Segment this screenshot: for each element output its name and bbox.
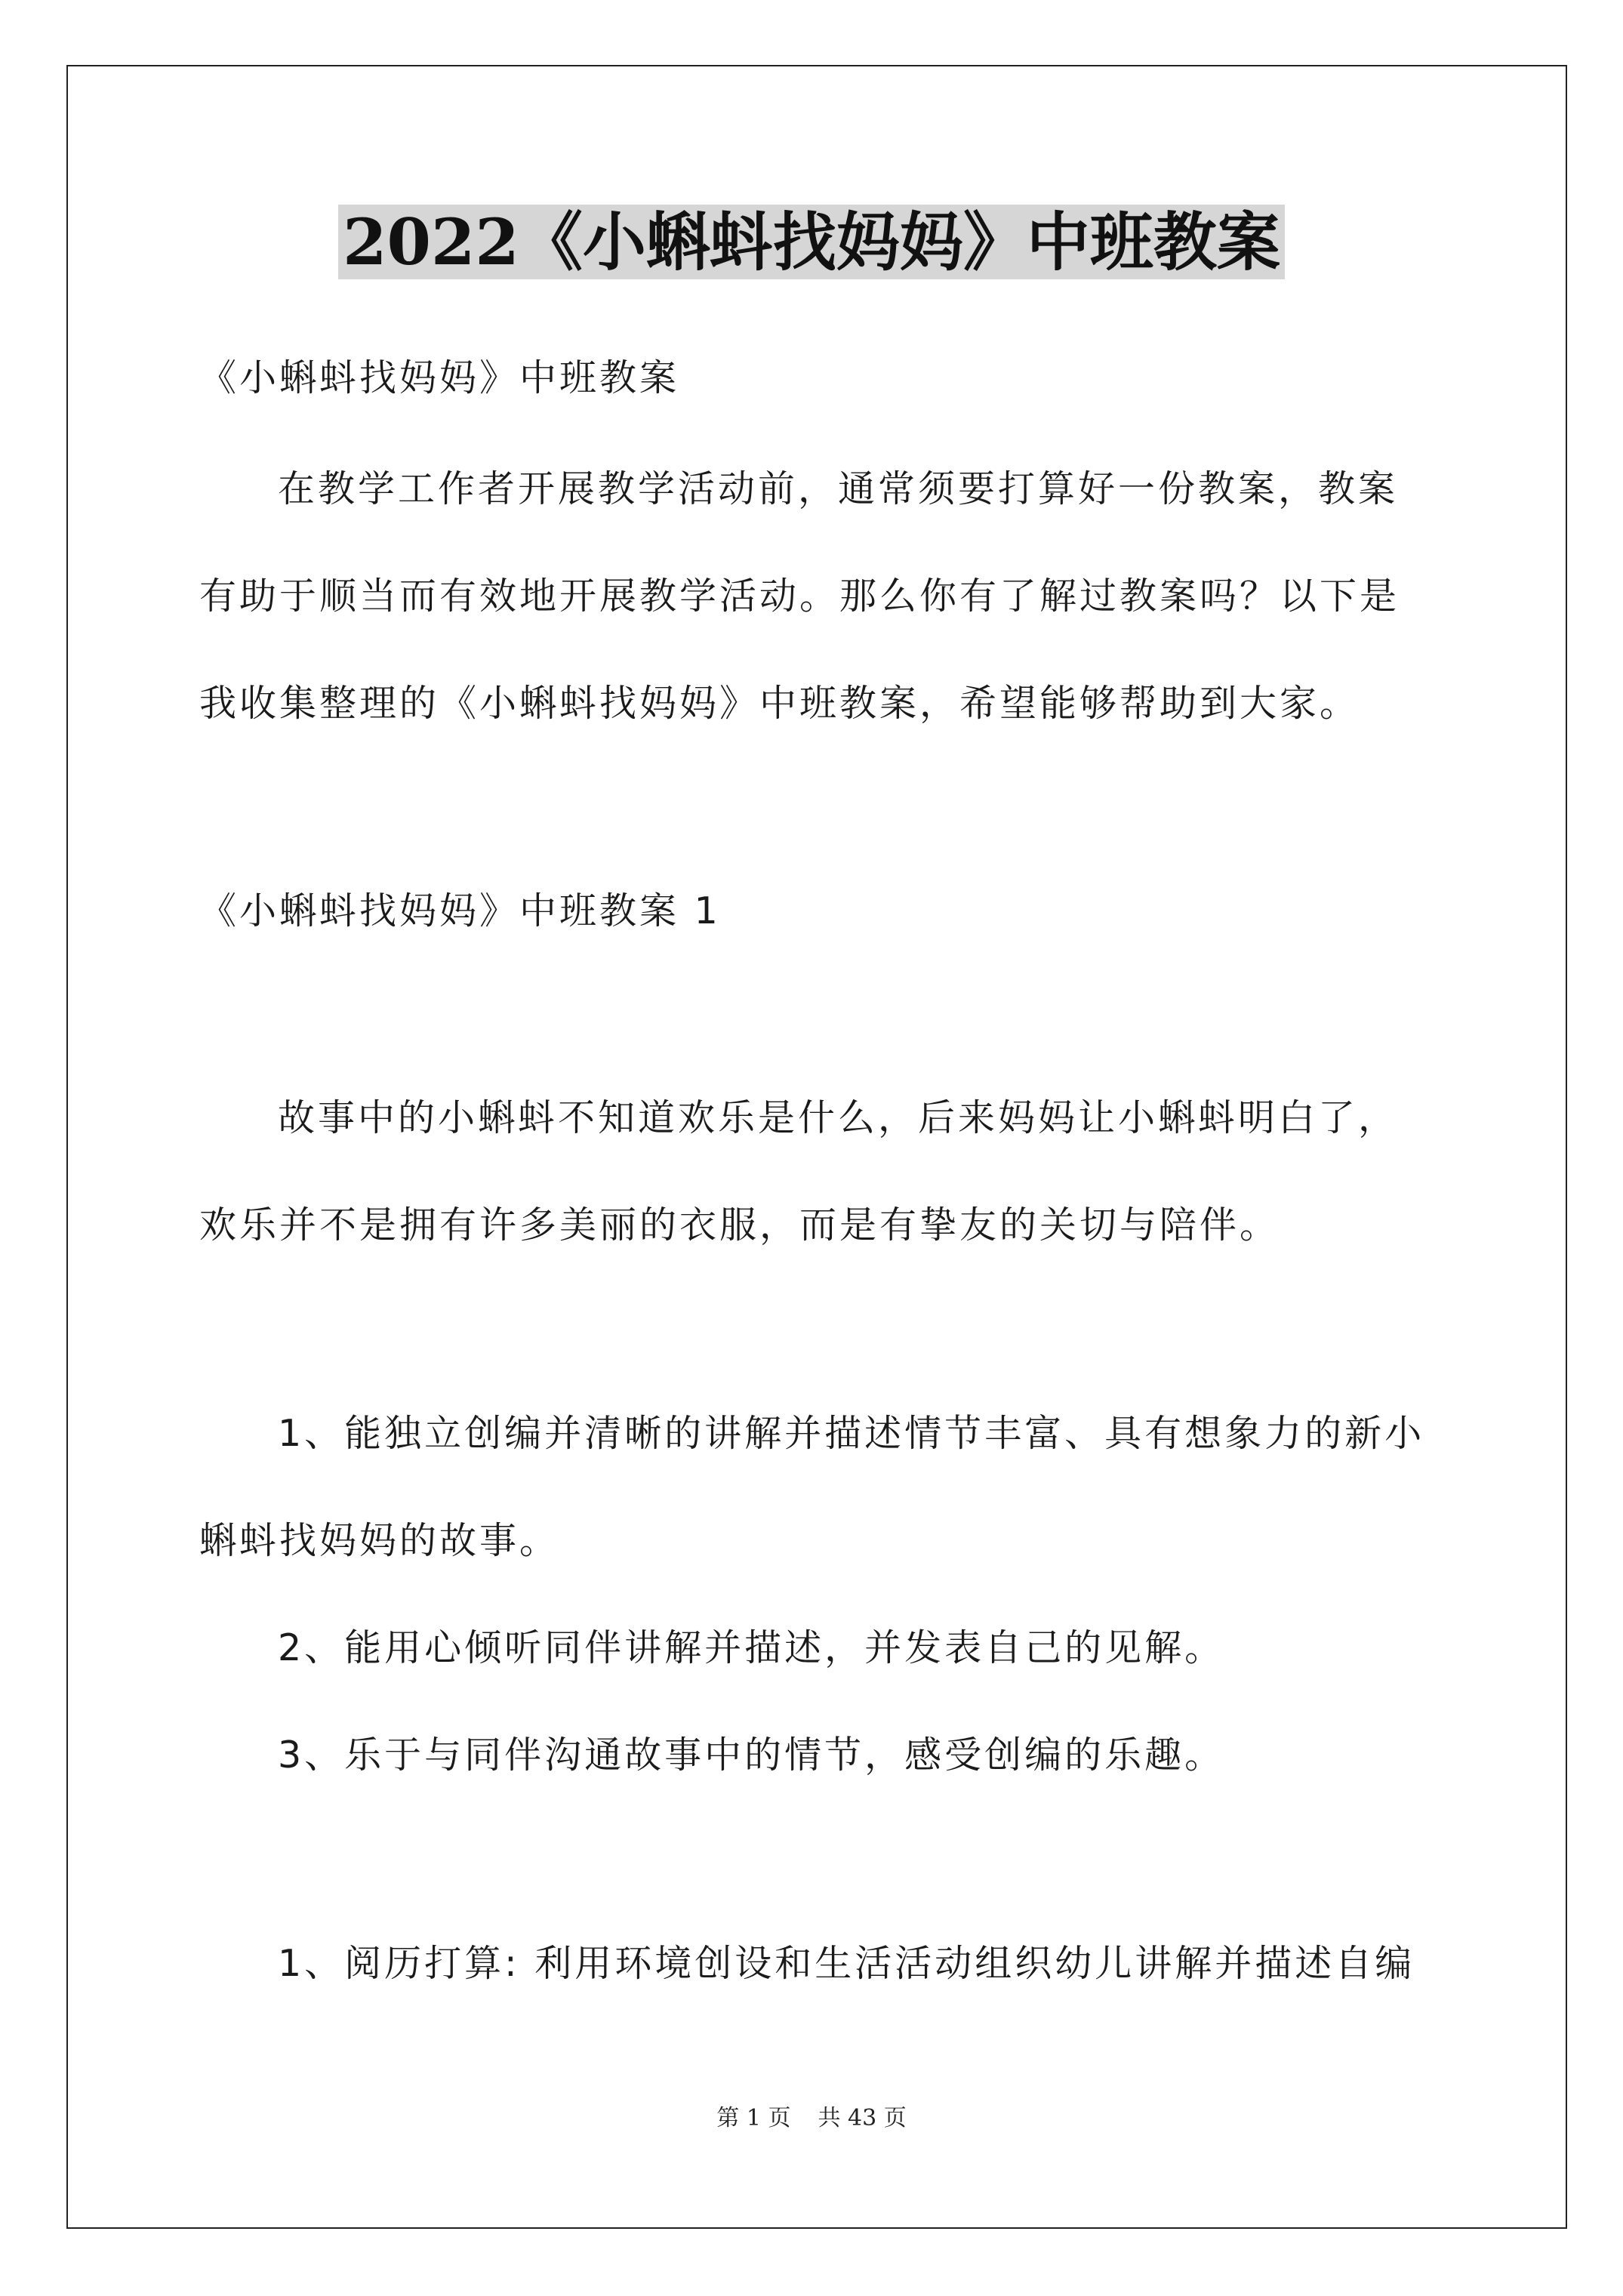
document-title	[0, 201, 1623, 284]
page-total: 共 43 页	[818, 2105, 907, 2131]
goal-2: 2、能用心倾听同伴讲解并描述，并发表自己的见解。	[278, 1626, 1225, 1669]
intro-line-3: 我收集整理的《小蝌蚪找妈妈》中班教案，希望能够帮助到大家。	[199, 682, 1360, 725]
section-heading: 《小蝌蚪找妈妈》中班教案 1	[199, 889, 721, 932]
goal-1-line-2: 蝌蚪找妈妈的故事。	[199, 1519, 560, 1562]
goal-1-line-1: 1、能独立创编并清晰的讲解并描述情节丰富、具有想象力的新小	[278, 1412, 1425, 1455]
goal-3: 3、乐于与同伴沟通故事中的情节，感受创编的乐趣。	[278, 1734, 1225, 1777]
intro-line-2: 有助于顺当而有效地开展教学活动。那么你有了解过教案吗？以下是	[199, 575, 1400, 618]
intro-line-1: 在教学工作者开展教学活动前，通常须要打算好一份教案，教案	[278, 467, 1399, 510]
page-number: 第 1 页	[716, 2105, 791, 2131]
title-text: 2022《小蝌蚪找妈妈》中班教案	[338, 205, 1285, 279]
prep-line-1: 1、阅历打算: 利用环境创设和生活活动组织幼儿讲解并描述自编	[278, 1942, 1415, 1985]
subtitle-line: 《小蝌蚪找妈妈》中班教案	[199, 356, 680, 399]
page-footer	[0, 2103, 1623, 2134]
story-line-1: 故事中的小蝌蚪不知道欢乐是什么，后来妈妈让小蝌蚪明白了，	[278, 1096, 1399, 1139]
story-line-2: 欢乐并不是拥有许多美丽的衣服，而是有挚友的关切与陪伴。	[199, 1203, 1280, 1247]
